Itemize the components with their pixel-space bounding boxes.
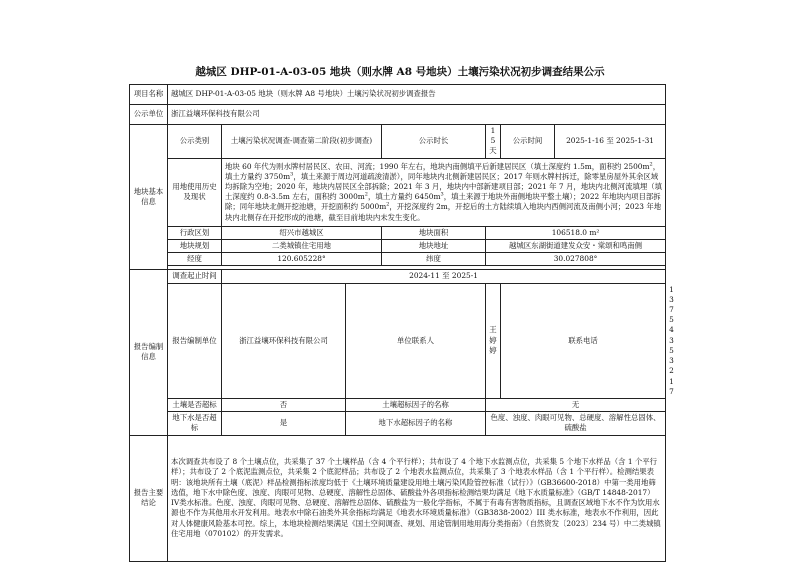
row-soil-exceed: [130, 398, 666, 411]
publisher-label: 公示单位: [130, 105, 168, 125]
survey-period-value: 2024-11 至 2025-1: [222, 270, 666, 283]
soil-factor-label: 土壤超标因子的名称: [346, 398, 486, 411]
superscript-3: 3: [440, 191, 444, 198]
conclusion-text: 本次调查共布设了 8 个土壤点位，共采集了 37 个土壤样品（含 4 个平行样）；共布设了 4 个地下水监测点位，共采集 5 个地下水样品（含 1 个平行样）；共布设了 2 个底泥监测点位，共采集 2 个底泥样品；共布设了 2 个地表水监测点位，共采集了 3 个地表水样品（含 1 个平行样）。检测结果表明：该地块所有土壤（底泥）样品检测指标浓度均低于《土壤环境质量建设用地土壤污染风险管控标准（试行）》（GB36600-2018）中第一类用地筛选值，地下水中除色度、浊度、肉眼可见物、总硬度、溶解性总固体、硫酸盐外各项指标检测结果均满足《地下水质量标准》（GB/T 14848-2017）IV类水标准。色度、浊度、肉眼可见物、总硬度、溶解性总固体、硫酸盐为一般化学指标，不属于有毒有害物质指标，且调查区域地下水不作为饮用水源也不作为其他用水开发利用。地表水中除石油类外其余指标均满足《地表水环境质量标准》（GB3838-2002）III 类水标准，地表水不作利用，因此对人体健康风险基本可控。综上，本地块检测结果满足《国土空间调查、规划、用途管制用地用海分类指南》（自然资发〔2023〕234 号）中二类城镇住宅用地（070102）的开发需求。: [168, 435, 666, 561]
publisher-value: 浙江益壤环保科技有限公司: [168, 105, 666, 125]
publicity-table: [129, 84, 674, 562]
row-district: [130, 226, 666, 239]
history-label: 用地使用历史及现状: [168, 158, 222, 226]
conclusion-label: 报告主要结论: [130, 435, 168, 561]
area-value: 106518.0 m²: [486, 226, 666, 239]
contact-person: 王婷婷: [486, 283, 501, 398]
basic-info-section-label: 地块基本信息: [130, 125, 168, 270]
address-label: 地块地址: [382, 239, 486, 252]
duration-value: 15 天: [486, 125, 501, 159]
project-value: 越城区 DHP-01-A-03-05 地块（则水牌 A8 号地块）土壤污染状况初步调查报告: [168, 85, 666, 105]
row-coordinates: [130, 253, 666, 266]
row-planning: [130, 239, 666, 252]
page-title: 越城区 DHP-01-A-03-05 地块（则水牌 A8 号地块）土壤污染状况初步调查结果公示: [195, 66, 605, 78]
project-label: 项目名称: [130, 85, 168, 105]
type-value: 土壤污染状况调查-调查第二阶段(初步调查): [222, 125, 382, 159]
row-survey-period: [130, 270, 666, 283]
report-org-label: 报告编制单位: [168, 283, 222, 398]
history-text-2: ，填土方量约 3750m: [225, 161, 661, 181]
superscript-2: 2: [364, 191, 368, 198]
soil-factor-value: 无: [486, 398, 666, 411]
address-value: 越城区东湖街道建发众安・棠颂和鸣南侧: [486, 239, 666, 252]
superscript-3: 3: [290, 171, 294, 178]
history-value: [222, 158, 666, 226]
superscript-2: 2: [386, 201, 390, 208]
row-project: [130, 85, 666, 105]
history-text-5: ，填土来源于地块外南侧地块平整土壤）；2022 年地块内项目部拆除；同年地块北侧开挖池塘，开挖面积约 5000m: [225, 192, 661, 212]
type-label: 公示类别: [168, 125, 222, 159]
planning-value: 二类城镇住宅用地: [222, 239, 382, 252]
planning-label: 地块规划: [168, 239, 222, 252]
district-value: 绍兴市越城区: [222, 226, 382, 239]
report-section-label: 报告编制信息: [130, 270, 168, 435]
latitude-label: 纬度: [382, 253, 486, 266]
report-org-value: 浙江益壤环保科技有限公司: [222, 283, 346, 398]
row-report-org: 报告编制单位 浙江益壤环保科技有限公司 单位联系人 王婷婷 联系电话 13754353217: [130, 283, 666, 398]
groundwater-exceed-value: 是: [222, 412, 346, 435]
groundwater-exceed-label: 地下水是否超标: [168, 412, 222, 435]
row-publicity-type: [130, 125, 666, 159]
row-history: [130, 158, 666, 226]
soil-exceed-value: 否: [222, 398, 346, 411]
row-publisher: [130, 105, 666, 125]
longitude-value: 120.605228°: [222, 253, 382, 266]
survey-period-label: 调查起止时间: [168, 270, 222, 283]
time-value: 2025-1-16 至 2025-1-31: [555, 125, 666, 159]
duration-label: 公示时长: [382, 125, 486, 159]
phone-label: 联系电话: [501, 283, 666, 398]
history-text-6: ，开挖深度约 2m，开挖后的土方陆续填入地块内西侧河流及南侧小河；2023 年地块内北侧存在开挖形成的池塘，截至目前地块内未发生变化。: [225, 202, 662, 222]
longitude-label: 经度: [168, 253, 222, 266]
soil-exceed-label: 土壤是否超标: [168, 398, 222, 411]
time-label: 公示时间: [501, 125, 555, 159]
district-label: 行政区划: [168, 226, 222, 239]
groundwater-factor-label: 地下水超标因子的名称: [346, 412, 486, 435]
row-conclusion: [130, 435, 666, 561]
contact-unit-label: 单位联系人: [346, 283, 486, 398]
latitude-value: 30.027808°: [486, 253, 666, 266]
row-groundwater-exceed: [130, 412, 666, 435]
history-text-4: ，填土方量约 6450m: [367, 192, 441, 202]
history-text-3: ，填土来源于周边河道疏浚清淤），同年地块内北侧新建居民区；2017 年则水牌村拆迁，除零星房屋外其余区域均拆除为空地；2020 年，地块内居民区全部拆除；2021 年 3 月，地块内中部新建项目部；2021 年 7 月，地块内北侧河流填埋（填土深度约 0.8-3.5m 左右，面积约 3000m: [225, 171, 663, 202]
groundwater-factor-value: 色度、浊度、肉眼可见物、总硬度、溶解性总固体、硫酸盐: [486, 412, 666, 435]
history-text-1: 地块 60 年代为则水牌村居民区、农田、河流；1990 年左右，地块内南侧填平后新建居民区（填土深度约 1.5m，面积约 2500m: [225, 161, 650, 171]
area-label: 地块面积: [382, 226, 486, 239]
superscript-2: 2: [649, 161, 653, 168]
